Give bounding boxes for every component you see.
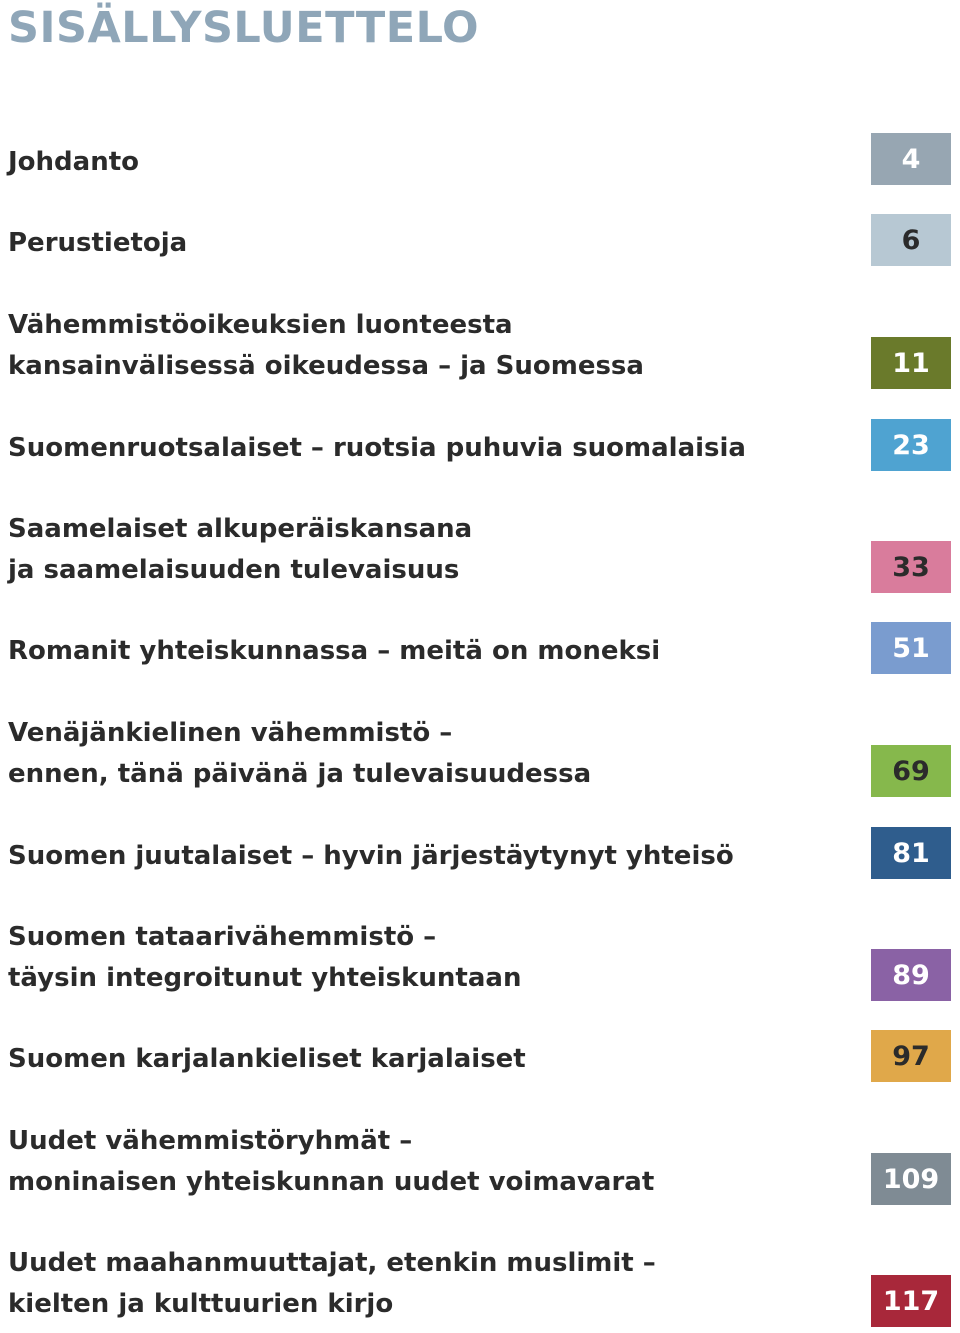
toc-entry-title-line: Uudet maahanmuuttajat, etenkin muslimit –: [8, 1248, 656, 1278]
page-number-badge: 89: [871, 949, 951, 1001]
toc-entry-title-line: Vähemmistöoikeuksien luonteesta: [8, 310, 513, 340]
toc-entry-title-line: Venäjänkielinen vähemmistö –: [8, 718, 453, 748]
toc-entry-title-line: Johdanto: [8, 147, 140, 177]
page-number-badge: 33: [871, 541, 951, 593]
toc-entry-title-line: Suomenruotsalaiset – ruotsia puhuvia suomalaisia: [8, 433, 746, 463]
page-number-badge: 109: [871, 1153, 951, 1205]
page-title: SISÄLLYSLUETTELO: [8, 3, 480, 53]
page-number-badge: 6: [871, 214, 951, 266]
toc-entry-title-line: Uudet vähemmistöryhmät –: [8, 1126, 413, 1156]
toc-entry-title-line: ja saamelaisuuden tulevaisuus: [8, 555, 460, 585]
page-number-badge: 117: [871, 1275, 951, 1327]
page-number-badge: 81: [871, 827, 951, 879]
page-number-badge: 4: [871, 133, 951, 185]
toc-entry-title-line: kansainvälisessä oikeudessa – ja Suomessa: [8, 351, 644, 381]
toc-entry-title-line: ennen, tänä päivänä ja tulevaisuudessa: [8, 759, 592, 789]
page-number-badge: 23: [871, 419, 951, 471]
toc-entry-title-line: Perustietoja: [8, 228, 188, 258]
page-number-badge: 69: [871, 745, 951, 797]
toc-entry-title-line: Romanit yhteiskunnassa – meitä on moneksi: [8, 636, 661, 666]
toc-entry-title-line: moninaisen yhteiskunnan uudet voimavarat: [8, 1167, 655, 1197]
toc-entry-title-line: Suomen tataarivähemmistö –: [8, 922, 437, 952]
page-number-badge: 97: [871, 1030, 951, 1082]
toc-entry-title: [8, 1243, 656, 1325]
page-number-badge: 51: [871, 622, 951, 674]
toc-entry-title-line: Suomen juutalaiset – hyvin järjestäytynyt yhteisö: [8, 841, 734, 871]
toc-entry-title-line: Saamelaiset alkuperäiskansana: [8, 514, 473, 544]
toc-entry-title-line: kielten ja kulttuurien kirjo: [8, 1289, 394, 1319]
toc-entry-title-line: Suomen karjalankieliset karjalaiset: [8, 1044, 526, 1074]
toc-entry-title-line: täysin integroitunut yhteiskuntaan: [8, 963, 522, 993]
page-number-badge: 11: [871, 337, 951, 389]
